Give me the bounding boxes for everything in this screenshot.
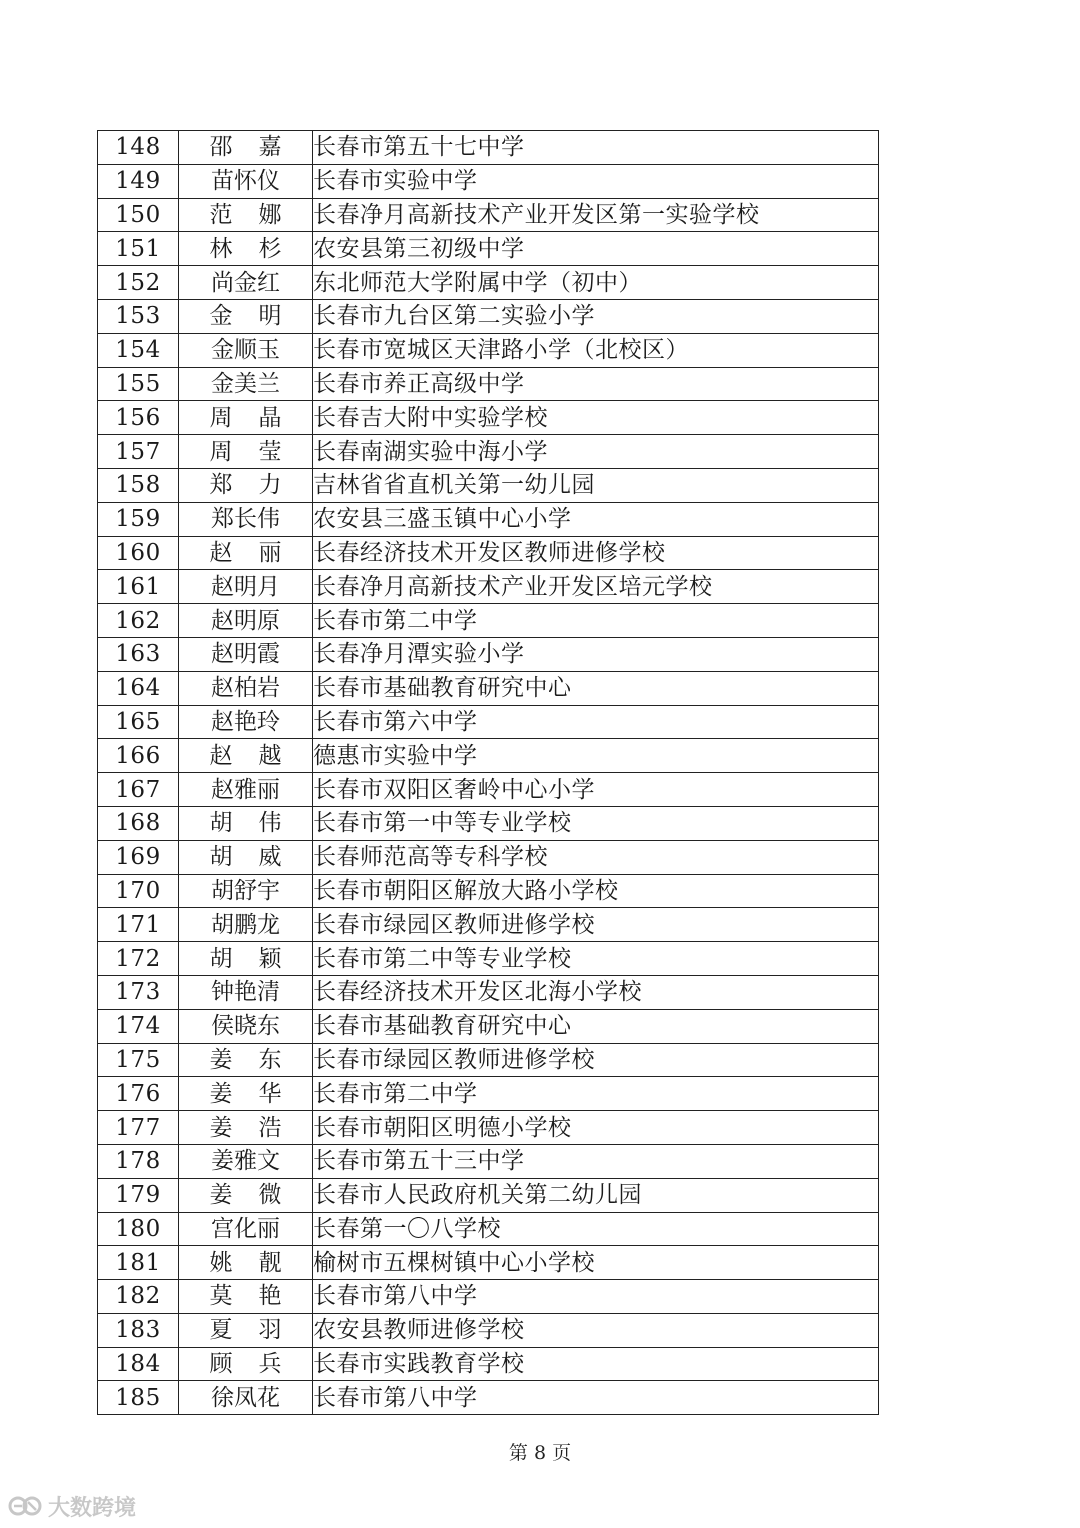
row-number: 175 xyxy=(98,1043,179,1077)
row-number: 182 xyxy=(98,1280,179,1314)
table-row xyxy=(98,1347,879,1381)
person-name: 赵雅丽 xyxy=(179,773,313,807)
row-number: 160 xyxy=(98,536,179,570)
person-name: 姜雅文 xyxy=(179,1144,313,1178)
person-name: 范娜 xyxy=(179,198,313,232)
person-name: 姚靓 xyxy=(179,1246,313,1280)
school-name: 长春市宽城区天津路小学（北校区） xyxy=(313,333,879,367)
person-name: 苗怀仪 xyxy=(179,164,313,198)
roster-body xyxy=(98,131,879,1415)
table-row xyxy=(98,1009,879,1043)
school-name: 长春第一〇八学校 xyxy=(313,1212,879,1246)
school-name: 长春经济技术开发区教师进修学校 xyxy=(313,536,879,570)
person-name: 赵明霞 xyxy=(179,637,313,671)
person-name: 赵明月 xyxy=(179,570,313,604)
row-number: 172 xyxy=(98,942,179,976)
person-name: 郑长伟 xyxy=(179,502,313,536)
person-name: 莫艳 xyxy=(179,1280,313,1314)
school-name: 长春市第八中学 xyxy=(313,1381,879,1415)
table-row xyxy=(98,1212,879,1246)
person-name: 侯晓东 xyxy=(179,1009,313,1043)
school-name: 榆树市五棵树镇中心小学校 xyxy=(313,1246,879,1280)
page-number: 第 8 页 xyxy=(508,1442,572,1464)
row-number: 169 xyxy=(98,840,179,874)
row-number: 151 xyxy=(98,232,179,266)
school-name: 农安县第三初级中学 xyxy=(313,232,879,266)
school-name: 农安县三盛玉镇中心小学 xyxy=(313,502,879,536)
person-name: 姜东 xyxy=(179,1043,313,1077)
row-number: 177 xyxy=(98,1111,179,1145)
table-row xyxy=(98,502,879,536)
school-name: 长春市第二中学 xyxy=(313,604,879,638)
table-row xyxy=(98,773,879,807)
school-name: 长春师范高等专科学校 xyxy=(313,840,879,874)
table-row xyxy=(98,637,879,671)
table-row xyxy=(98,367,879,401)
table-row xyxy=(98,1246,879,1280)
person-name: 金美兰 xyxy=(179,367,313,401)
person-name: 姜微 xyxy=(179,1178,313,1212)
person-name: 姜华 xyxy=(179,1077,313,1111)
row-number: 179 xyxy=(98,1178,179,1212)
table-row xyxy=(98,705,879,739)
school-name: 长春市第一中等专业学校 xyxy=(313,806,879,840)
row-number: 162 xyxy=(98,604,179,638)
row-number: 171 xyxy=(98,908,179,942)
row-number: 148 xyxy=(98,131,179,165)
row-number: 163 xyxy=(98,637,179,671)
school-name: 长春市实践教育学校 xyxy=(313,1347,879,1381)
school-name: 长春市朝阳区解放大路小学校 xyxy=(313,874,879,908)
school-name: 长春市九台区第二实验小学 xyxy=(313,299,879,333)
school-name: 长春市第五十三中学 xyxy=(313,1144,879,1178)
row-number: 178 xyxy=(98,1144,179,1178)
school-name: 长春市双阳区奢岭中心小学 xyxy=(313,773,879,807)
table-row xyxy=(98,401,879,435)
table-row xyxy=(98,1077,879,1111)
row-number: 181 xyxy=(98,1246,179,1280)
person-name: 顾兵 xyxy=(179,1347,313,1381)
school-name: 长春市朝阳区明德小学校 xyxy=(313,1111,879,1145)
person-name: 邵嘉 xyxy=(179,131,313,165)
table-row xyxy=(98,198,879,232)
person-name: 胡颖 xyxy=(179,942,313,976)
table-row xyxy=(98,232,879,266)
person-name: 宫化丽 xyxy=(179,1212,313,1246)
person-name: 金顺玉 xyxy=(179,333,313,367)
school-name: 长春市第五十七中学 xyxy=(313,131,879,165)
table-row xyxy=(98,739,879,773)
roster-table xyxy=(97,130,879,1415)
table-row xyxy=(98,604,879,638)
person-name: 林杉 xyxy=(179,232,313,266)
school-name: 长春市绿园区教师进修学校 xyxy=(313,908,879,942)
school-name: 长春市基础教育研究中心 xyxy=(313,1009,879,1043)
school-name: 东北师范大学附属中学（初中） xyxy=(313,266,879,300)
row-number: 184 xyxy=(98,1347,179,1381)
school-name: 农安县教师进修学校 xyxy=(313,1313,879,1347)
logo-icon xyxy=(8,1492,44,1520)
row-number: 166 xyxy=(98,739,179,773)
person-name: 胡鹏龙 xyxy=(179,908,313,942)
school-name: 长春市养正高级中学 xyxy=(313,367,879,401)
table-row xyxy=(98,131,879,165)
table-row xyxy=(98,1313,879,1347)
table-row xyxy=(98,874,879,908)
person-name: 姜浩 xyxy=(179,1111,313,1145)
table-row xyxy=(98,1381,879,1415)
person-name: 赵柏岩 xyxy=(179,671,313,705)
person-name: 郑力 xyxy=(179,468,313,502)
school-name: 德惠市实验中学 xyxy=(313,739,879,773)
row-number: 165 xyxy=(98,705,179,739)
table-row xyxy=(98,299,879,333)
table-row xyxy=(98,975,879,1009)
row-number: 180 xyxy=(98,1212,179,1246)
school-name: 长春市第八中学 xyxy=(313,1280,879,1314)
person-name: 赵丽 xyxy=(179,536,313,570)
school-name: 长春南湖实验中海小学 xyxy=(313,435,879,469)
person-name: 周晶 xyxy=(179,401,313,435)
row-number: 150 xyxy=(98,198,179,232)
row-number: 167 xyxy=(98,773,179,807)
table-row xyxy=(98,468,879,502)
row-number: 158 xyxy=(98,468,179,502)
row-number: 149 xyxy=(98,164,179,198)
table-row xyxy=(98,1144,879,1178)
table-row xyxy=(98,1280,879,1314)
table-row xyxy=(98,435,879,469)
watermark-text: 大数跨境 xyxy=(48,1495,137,1521)
table-row xyxy=(98,806,879,840)
row-number: 157 xyxy=(98,435,179,469)
row-number: 174 xyxy=(98,1009,179,1043)
person-name: 夏羽 xyxy=(179,1313,313,1347)
person-name: 赵越 xyxy=(179,739,313,773)
school-name: 长春净月高新技术产业开发区第一实验学校 xyxy=(313,198,879,232)
person-name: 赵明原 xyxy=(179,604,313,638)
row-number: 168 xyxy=(98,806,179,840)
table-row xyxy=(98,266,879,300)
table-row xyxy=(98,570,879,604)
row-number: 173 xyxy=(98,975,179,1009)
table-row xyxy=(98,1043,879,1077)
table-row xyxy=(98,1111,879,1145)
row-number: 183 xyxy=(98,1313,179,1347)
school-name: 长春净月高新技术产业开发区培元学校 xyxy=(313,570,879,604)
watermark xyxy=(8,1490,136,1522)
row-number: 155 xyxy=(98,367,179,401)
row-number: 156 xyxy=(98,401,179,435)
school-name: 长春市第六中学 xyxy=(313,705,879,739)
school-name: 长春市实验中学 xyxy=(313,164,879,198)
person-name: 胡威 xyxy=(179,840,313,874)
row-number: 185 xyxy=(98,1381,179,1415)
person-name: 胡伟 xyxy=(179,806,313,840)
row-number: 159 xyxy=(98,502,179,536)
table-row xyxy=(98,164,879,198)
table-row xyxy=(98,536,879,570)
table-row xyxy=(98,840,879,874)
person-name: 胡舒宇 xyxy=(179,874,313,908)
row-number: 152 xyxy=(98,266,179,300)
school-name: 长春市第二中学 xyxy=(313,1077,879,1111)
school-name: 长春吉大附中实验学校 xyxy=(313,401,879,435)
row-number: 176 xyxy=(98,1077,179,1111)
school-name: 长春净月潭实验小学 xyxy=(313,637,879,671)
table-row xyxy=(98,1178,879,1212)
person-name: 赵艳玲 xyxy=(179,705,313,739)
school-name: 长春经济技术开发区北海小学校 xyxy=(313,975,879,1009)
table-row xyxy=(98,942,879,976)
person-name: 尚金红 xyxy=(179,266,313,300)
person-name: 徐凤花 xyxy=(179,1381,313,1415)
table-row xyxy=(98,908,879,942)
row-number: 153 xyxy=(98,299,179,333)
row-number: 161 xyxy=(98,570,179,604)
table-row xyxy=(98,671,879,705)
table-row xyxy=(98,333,879,367)
person-name: 金明 xyxy=(179,299,313,333)
row-number: 164 xyxy=(98,671,179,705)
school-name: 吉林省省直机关第一幼儿园 xyxy=(313,468,879,502)
school-name: 长春市绿园区教师进修学校 xyxy=(313,1043,879,1077)
person-name: 钟艳清 xyxy=(179,975,313,1009)
school-name: 长春市第二中等专业学校 xyxy=(313,942,879,976)
row-number: 170 xyxy=(98,874,179,908)
row-number: 154 xyxy=(98,333,179,367)
school-name: 长春市人民政府机关第二幼儿园 xyxy=(313,1178,879,1212)
person-name: 周莹 xyxy=(179,435,313,469)
school-name: 长春市基础教育研究中心 xyxy=(313,671,879,705)
